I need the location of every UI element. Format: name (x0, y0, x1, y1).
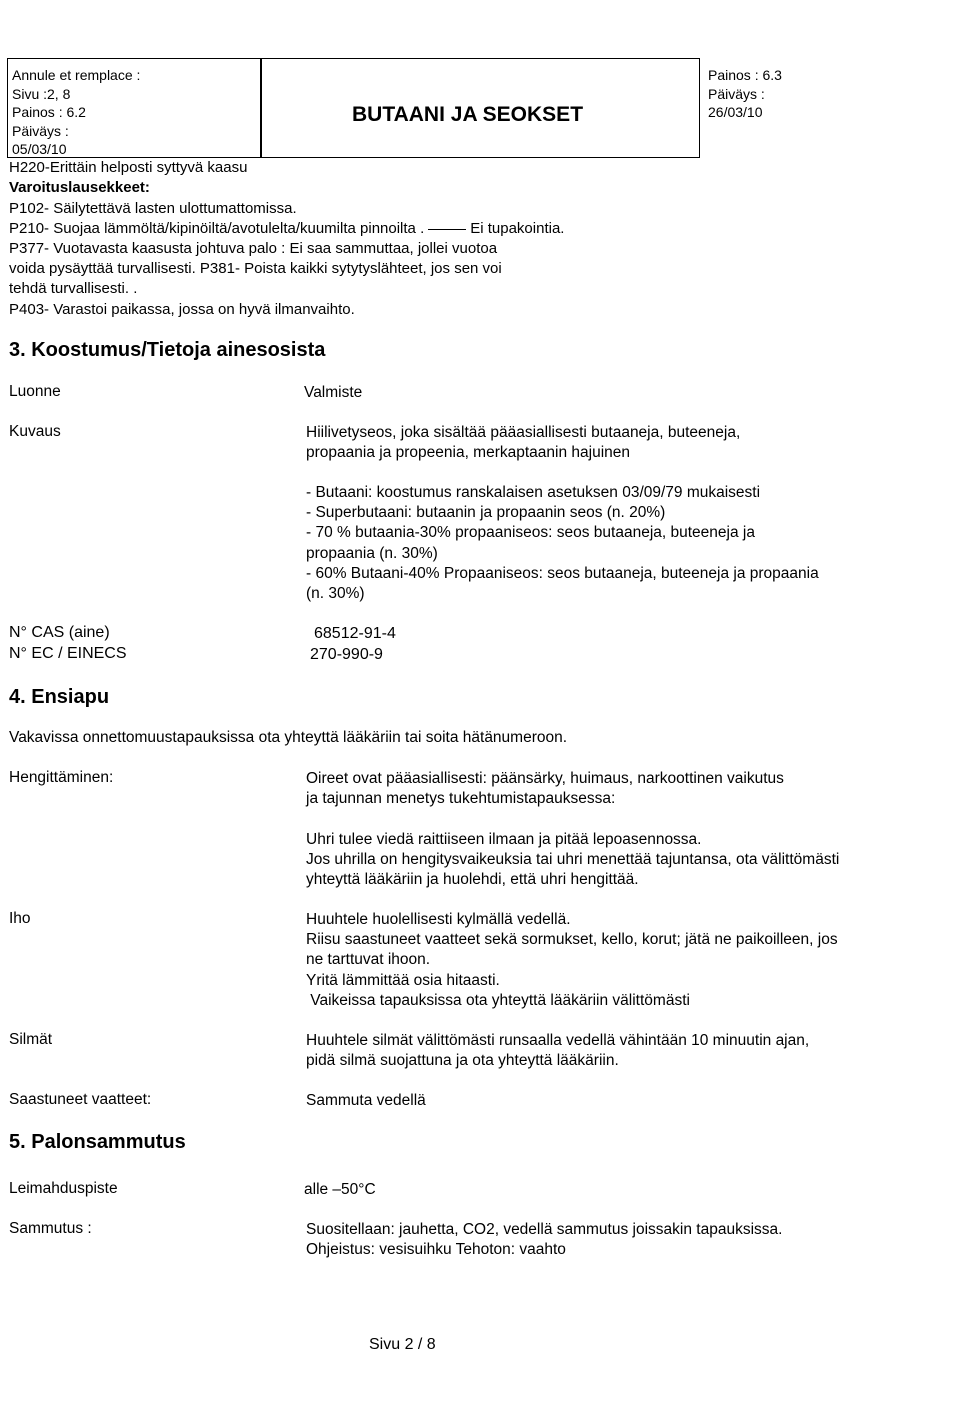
inhalation-line-4: Jos uhrilla on hengitysvaikeuksia tai uhri menettää tajuntansa, ota välittömästi (306, 851, 840, 868)
section-3-heading: 3. Koostumus/Tietoja ainesosista (9, 339, 326, 361)
extinguishing-line-2: Ohjeistus: vesisuihku Tehoton: vaahto (306, 1241, 566, 1258)
extinguishing-line-1: Suositellaan: jauhetta, CO2, vedellä sammutus joissakin tapauksissa. (306, 1221, 783, 1238)
inhalation-line-1: Oireet ovat pääasiallisesti: päänsärky, huimaus, narkoottinen vaikutus (306, 770, 784, 787)
composition-line-6: (n. 30%) (306, 585, 365, 602)
inhalation-line-2: ja tajunnan menetys tukehtumistapauksessa: (306, 790, 616, 807)
old-edition: Painos : 6.2 (12, 104, 86, 120)
skin-line-5: Vaikeissa tapauksissa ota yhteyttä lääkäriin välittömästi (306, 992, 690, 1009)
eyes-label: Silmät (9, 1031, 53, 1048)
new-date: 26/03/10 (708, 104, 763, 120)
replaces-label: Annule et remplace : (12, 67, 141, 83)
old-date-label: Päiväys : (12, 123, 69, 139)
composition-line-4: propaania (n. 30%) (306, 545, 438, 562)
nature-value: Valmiste (304, 384, 363, 401)
warnings-heading: Varoituslausekkeet: (9, 179, 150, 196)
flash-point-label: Leimahduspiste (9, 1180, 118, 1197)
p403-statement: P403- Varastoi paikassa, jossa on hyvä ilmanvaihto. (9, 301, 355, 318)
description-line-2: propaania ja propeenia, merkaptaanin hajuinen (306, 444, 631, 461)
flash-point-value: alle –50°C (304, 1181, 376, 1198)
document-title: BUTAANI JA SEOKSET (352, 103, 584, 126)
section-5-heading: 5. Palonsammutus (9, 1131, 186, 1153)
eyes-line-2: pidä silmä suojattuna ja ota yhteyttä lääkäriin. (306, 1052, 619, 1069)
old-date: 05/03/10 (12, 141, 67, 157)
cas-label: N° CAS (aine) (9, 624, 110, 641)
p377-line-1: P377- Vuotavasta kaasusta johtuva palo : Ei saa sammuttaa, jollei vuotoa (9, 240, 498, 257)
p210-no-smoking: Ei tupakointia. (470, 220, 565, 237)
inhalation-line-5: yhteyttä lääkäriin ja huolehdi, että uhri hengittää. (306, 871, 639, 888)
inhalation-label: Hengittäminen: (9, 769, 114, 786)
composition-line-2: - Superbutaani: butaanin ja propaanin seos (n. 20%) (306, 504, 666, 521)
p381-line-3: tehdä turvallisesti. . (9, 280, 138, 297)
skin-line-3: ne tarttuvat ihoon. (306, 951, 431, 968)
ec-value: 270-990-9 (310, 646, 383, 663)
composition-line-5: - 60% Butaani-40% Propaaniseos: seos butaaneja, buteeneja ja propaania (306, 565, 819, 582)
section-4-heading: 4. Ensiapu (9, 686, 110, 708)
p377-line-2: voida pysäyttää turvallisesti. P381- Poista kaikki sytytyslähteet, jos sen voi (9, 260, 502, 277)
em-dash (428, 229, 466, 230)
skin-line-1: Huuhtele huolellisesti kylmällä vedellä. (306, 911, 571, 928)
clothes-value: Sammuta vedellä (306, 1092, 426, 1109)
old-page: Sivu :2, 8 (12, 86, 71, 102)
first-aid-intro: Vakavissa onnettomuustapauksissa ota yhteyttä lääkäriin tai soita hätänumeroon. (9, 729, 568, 746)
eyes-line-1: Huuhtele silmät välittömästi runsaalla vedellä vähintään 10 minuutin ajan, (306, 1032, 810, 1049)
skin-line-2: Riisu saastuneet vaatteet sekä sormukset, kello, korut; jätä ne paikoilleen, jos (306, 931, 838, 948)
description-line-1: Hiilivetyseos, joka sisältää pääasiallisesti butaaneja, buteeneja, (306, 424, 741, 441)
ec-label: N° EC / EINECS (9, 645, 127, 662)
p210-text: P210- Suojaa lämmöltä/kipinöiltä/avotulelta/kuumilta pinnoilta . (9, 220, 425, 237)
inhalation-line-3: Uhri tulee viedä raittiiseen ilmaan ja pitää lepoasennossa. (306, 831, 702, 848)
description-label: Kuvaus (9, 423, 61, 440)
composition-line-3: - 70 % butaania-30% propaaniseos: seos butaaneja, buteeneja ja (306, 524, 755, 541)
clothes-label: Saastuneet vaatteet: (9, 1091, 152, 1108)
page-number: Sivu 2 / 8 (369, 1336, 436, 1353)
new-edition: Painos : 6.3 (708, 67, 782, 83)
p210-statement (9, 219, 564, 239)
skin-label: Iho (9, 910, 31, 927)
nature-label: Luonne (9, 383, 61, 400)
composition-line-1: - Butaani: koostumus ranskalaisen asetuksen 03/09/79 mukaisesti (306, 484, 761, 501)
skin-line-4: Yritä lämmittää osia hitaasti. (306, 972, 500, 989)
cas-value: 68512-91-4 (314, 625, 396, 642)
p102-statement: P102- Säilytettävä lasten ulottumattomissa. (9, 200, 297, 217)
new-date-label: Päiväys : (708, 86, 765, 102)
h220-statement: H220-Erittäin helposti syttyvä kaasu (9, 159, 248, 176)
extinguishing-label: Sammutus : (9, 1220, 92, 1237)
